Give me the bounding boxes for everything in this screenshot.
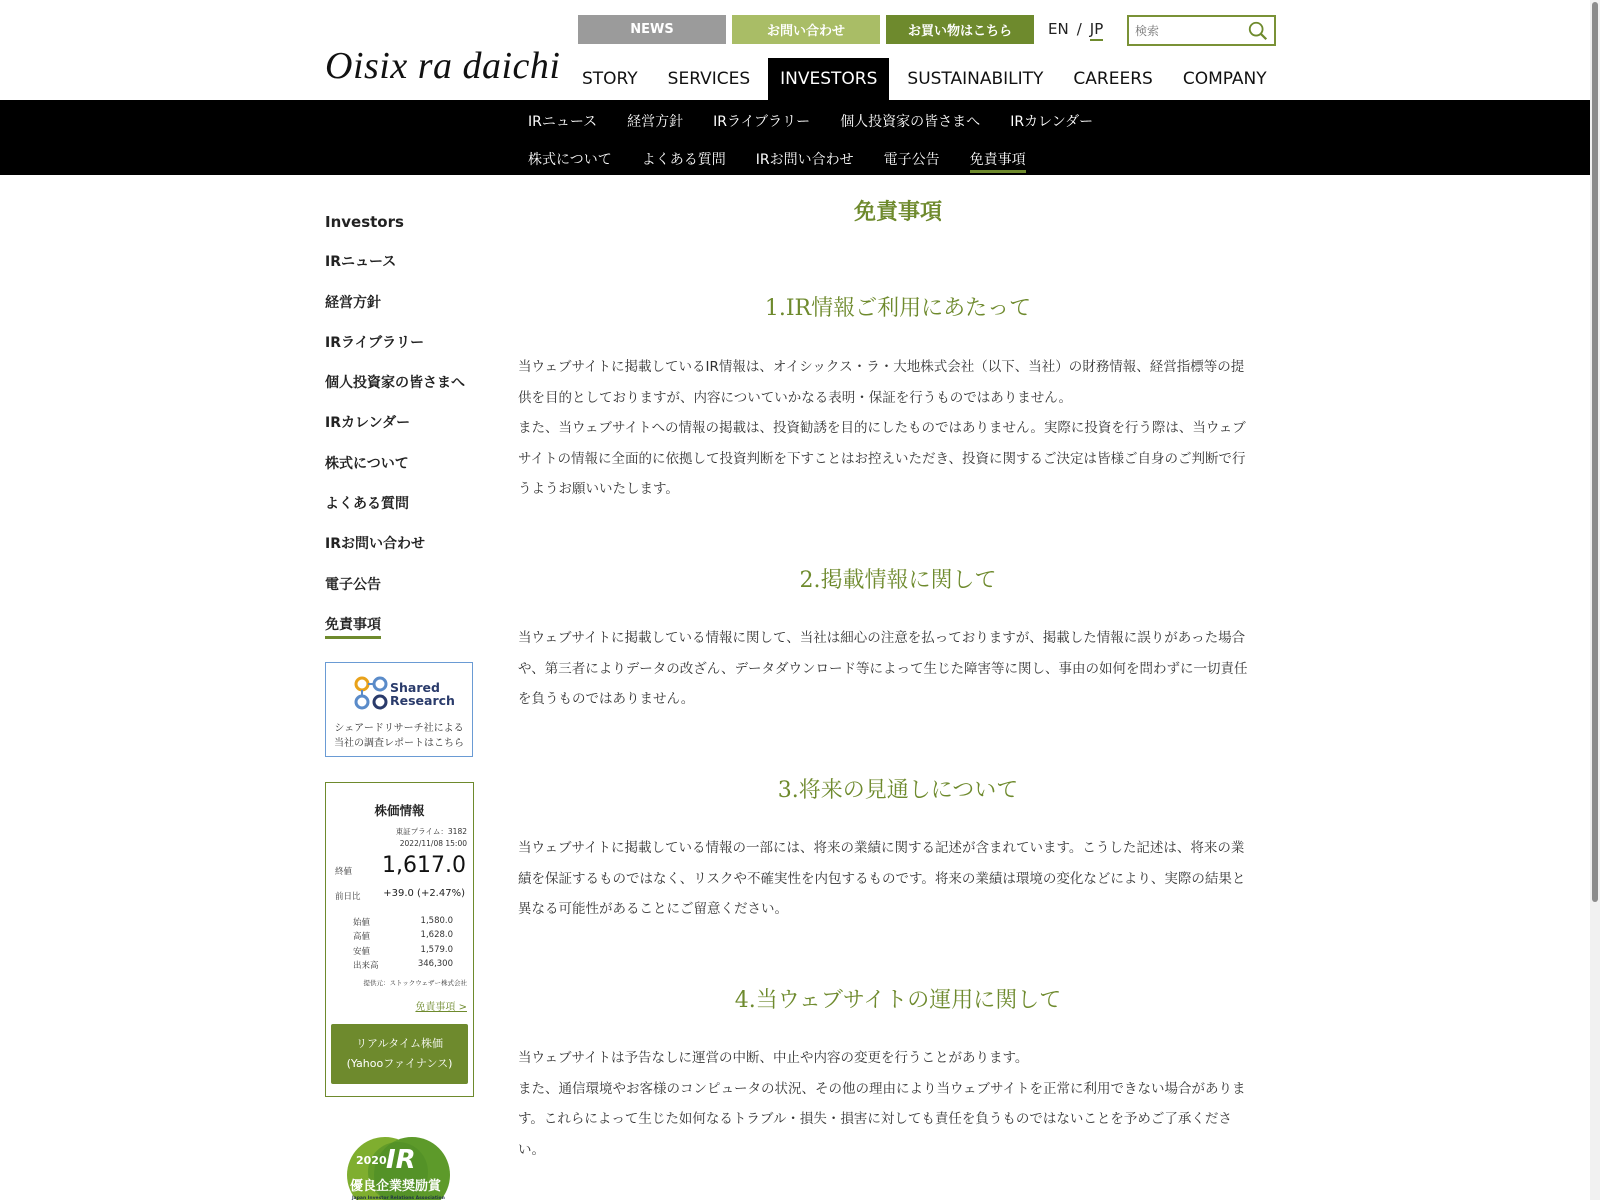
sidebar-item-stock[interactable]: 株式について (325, 455, 409, 472)
main-content (518, 195, 1278, 1158)
main-nav (570, 58, 1285, 100)
shared-research-name-line1: Shared (390, 680, 440, 695)
award-year: 2020 (356, 1154, 387, 1167)
nav-services[interactable]: SERVICES (667, 69, 751, 89)
stock-market: 東証プライム：3182 (395, 827, 467, 836)
shared-research-text (326, 721, 472, 751)
sidebar-item-disclaimer-label: 免責事項 (325, 617, 381, 639)
subnav-ir-contact[interactable]: IRお問い合わせ (755, 152, 854, 168)
realtime-stock-line2: (Yahooファイナンス) (346, 1057, 453, 1070)
sidebar-item-faq[interactable]: よくある質問 (325, 496, 409, 513)
lang-en-link[interactable]: EN (1048, 20, 1069, 38)
section-line: また、当ウェブサイトへの情報の掲載は、投資勧誘を目的にしたものではありません。実際に投資を行う際は、当ウェブ (518, 420, 1246, 437)
sidebar-item-ir-calendar[interactable]: IRカレンダー (325, 415, 411, 432)
subnav-faq[interactable]: よくある質問 (641, 152, 726, 168)
section-heading: 2.掲載情報に関して (799, 568, 997, 593)
sidebar-item-ir-contact[interactable]: IRお問い合わせ (325, 536, 425, 553)
stock-detail-row (353, 916, 453, 930)
scrollbar-thumb[interactable] (1592, 2, 1598, 902)
stock-detail-row (353, 959, 453, 973)
subnav-row-2 (528, 149, 1026, 173)
stock-disclaimer-link[interactable]: 免責事項 > (415, 1002, 467, 1013)
contact-button[interactable]: お問い合わせ (732, 15, 880, 44)
stock-detail-row (353, 945, 453, 959)
section-body (518, 1043, 1278, 1165)
section-line: また、通信環境やお客様のコンピュータの状況、その他の理由により当ウェブサイトを正常に利用できない場合がありま (518, 1080, 1246, 1097)
sidebar-item-individual-investors[interactable]: 個人投資家の皆さまへ (325, 375, 465, 392)
stock-change-label: 前日比 (335, 892, 361, 902)
section-line: い。 (518, 1141, 545, 1158)
investor-subnav (0, 100, 1600, 175)
section-line: 当ウェブサイトに掲載している情報に関して、当社は細心の注意を払っておりますが、掲載した情報に誤りがあった場合 (518, 630, 1246, 646)
stock-detail-value: 1,580.0 (420, 916, 453, 926)
subnav-policy[interactable]: 経営方針 (627, 114, 684, 130)
stock-price-widget (325, 782, 474, 1097)
nav-story[interactable]: STORY (582, 69, 638, 89)
section-heading: 1.IR情報ご利用にあたって (764, 296, 1032, 321)
stock-change-value: +39.0 (+2.47%) (383, 888, 465, 899)
section-line: す。これらによって生じた如何なるトラブル・損失・損害に対しても責任を負うものではないことを予めご了承くださ (518, 1111, 1232, 1128)
page-title: 免責事項 (853, 199, 942, 225)
stock-detail-label: 高値 (353, 932, 371, 943)
stock-close-value: 1,617.0 (382, 853, 466, 878)
sidebar-nav (325, 210, 475, 653)
subnav-individual-investors[interactable]: 個人投資家の皆さまへ (840, 114, 981, 130)
stock-details (353, 916, 453, 973)
stock-detail-value: 1,628.0 (420, 930, 453, 941)
section-body (518, 833, 1278, 925)
lang-jp-link[interactable]: JP (1090, 20, 1103, 41)
page-scrollbar[interactable] (1590, 0, 1600, 1200)
nav-investors[interactable]: INVESTORS (768, 58, 889, 100)
section-heading: 3.将来の見通しについて (777, 778, 1019, 803)
shared-research-name-line2: Research (390, 693, 455, 708)
sidebar-item-disclaimer[interactable] (325, 613, 475, 653)
sidebar-item-public-notice[interactable]: 電子公告 (325, 576, 381, 593)
subnav-disclaimer[interactable]: 免責事項 (970, 149, 1026, 173)
site-header (0, 0, 1600, 100)
award-mark: IR (386, 1145, 416, 1175)
stock-datetime: 2022/11/08 15:00 (399, 839, 467, 848)
subnav-ir-news[interactable]: IRニュース (528, 114, 598, 130)
shared-research-text-line1: シェアードリサーチ社による (334, 723, 464, 734)
sidebar-item-policy[interactable]: 経営方針 (325, 294, 381, 311)
site-logo[interactable]: Oisix ra daichi (325, 45, 561, 87)
subnav-public-notice[interactable]: 電子公告 (883, 152, 940, 168)
stock-title: 株価情報 (374, 803, 425, 818)
ir-award-badge (340, 1130, 455, 1200)
stock-detail-value: 346,300 (417, 958, 453, 969)
subnav-row-1 (528, 111, 1093, 131)
section-line: 当ウェブサイトに掲載している情報の一部には、将来の業績に関する記述が含まれています。こうした記述は、将来の業 (518, 840, 1245, 856)
shared-research-name (390, 681, 455, 707)
news-button[interactable]: NEWS (578, 15, 726, 44)
subnav-ir-library[interactable]: IRライブラリー (713, 114, 811, 130)
shop-button[interactable]: お買い物はこちら (886, 15, 1034, 44)
stock-close-label: 終値 (335, 867, 353, 877)
sidebar-item-investors[interactable]: Investors (325, 213, 404, 231)
nav-sustainability[interactable]: SUSTAINABILITY (907, 69, 1044, 89)
realtime-stock-line1: リアルタイム株価 (356, 1037, 443, 1050)
sidebar-item-ir-library[interactable]: IRライブラリー (325, 334, 425, 351)
section-line: 績を保証するものではなく、リスクや不確実性を内包するものです。将来の業績は環境の変化などにより、実際の結果と (518, 870, 1246, 887)
section-line: 供を目的としておりますが、内容についていかなる表明・保証を行うものではありません。 (518, 389, 1073, 406)
stock-detail-label: 出来高 (353, 960, 379, 971)
sidebar-item-ir-news[interactable]: IRニュース (325, 254, 397, 271)
search-input[interactable] (1135, 24, 1245, 38)
shared-research-text-line2: 当社の調査レポートはこちら (334, 738, 464, 749)
nav-careers[interactable]: CAREERS (1073, 69, 1153, 89)
search-icon[interactable] (1247, 20, 1269, 42)
section-line: や、第三者によりデータの改ざん、データダウンロード等によって生じた障害等に関し、事由の如何を問わずに一切責任 (518, 660, 1248, 677)
section-line: 異なる可能性があることにご留意ください。 (518, 901, 788, 918)
section-line: うようお願いいたします。 (518, 481, 679, 498)
stock-detail-label: 始値 (353, 918, 371, 928)
stock-detail-row (353, 930, 453, 944)
stock-detail-value: 1,579.0 (420, 944, 453, 955)
nav-company[interactable]: COMPANY (1182, 69, 1267, 89)
award-org: Japan Investor Relations Association (352, 1196, 445, 1200)
section-line: サイトの情報に全面的に依拠して投資判断を下すことはお控えいただき、投資に関するご決定は皆様ご自身のご判断で行 (518, 450, 1246, 467)
stock-provider: 提供元：ストックウェザー株式会社 (363, 979, 467, 987)
subnav-ir-calendar[interactable]: IRカレンダー (1010, 114, 1094, 130)
shared-research-banner[interactable] (325, 662, 473, 757)
shared-research-logo-icon (353, 675, 389, 711)
language-switch (1048, 20, 1103, 41)
stock-detail-label: 安値 (353, 946, 371, 957)
section-body (518, 623, 1278, 715)
section-body (518, 352, 1278, 505)
realtime-stock-button[interactable] (331, 1024, 468, 1084)
section-line: 当ウェブサイトに掲載しているIR情報は、オイシックス・ラ・大地株式会社（以下、当社）の財務情報、経営指標等の提 (518, 359, 1245, 375)
subnav-stock[interactable]: 株式について (528, 152, 612, 168)
section-line: を負うものではありません。 (518, 691, 695, 708)
section-heading: 4.当ウェブサイトの運用に関して (734, 988, 1062, 1013)
search-box (1127, 15, 1276, 46)
lang-separator: / (1076, 20, 1082, 38)
section-line: 当ウェブサイトは予告なしに運営の中断、中止や内容の変更を行うことがあります。 (518, 1050, 1029, 1066)
award-title: 優良企業奨励賞 (350, 1179, 442, 1194)
